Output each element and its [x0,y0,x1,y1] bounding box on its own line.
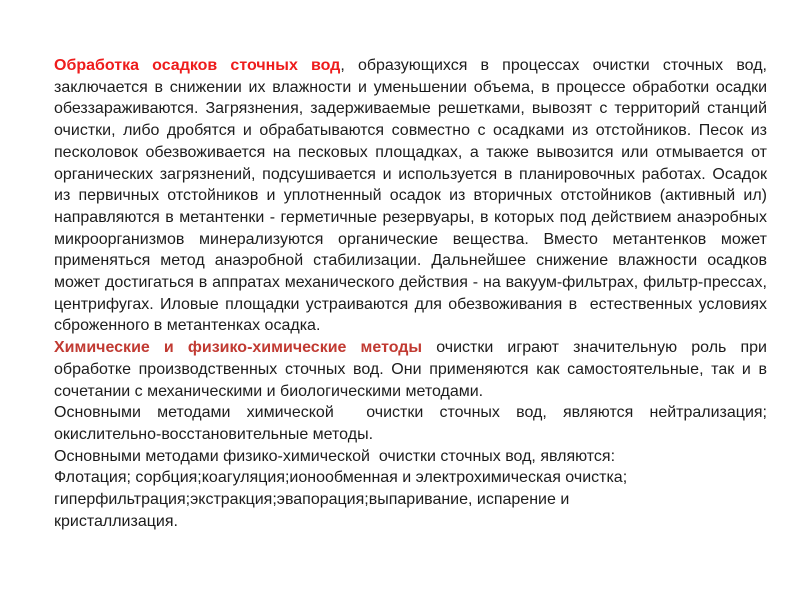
list-line-hyperfiltration: гиперфильтрация;экстракция;эвапорация;выпаривание, испарение и [54,491,570,509]
paragraph-chemical-methods [54,337,767,402]
list-line-crystallization: кристаллизация. [54,512,178,530]
list-line-flotation: Флотация; сорбция;коагуляция;ионообменная и электрохимическая очистка; [54,469,628,487]
paragraph-physicochemical-methods-list [54,446,767,533]
paragraph-text-chemical-methods: очистки играют значительную роль при обработке производственных сточных вод. Они применяются как самостоятельные, так и в сочетании с механическими и биологическими методами. [54,339,767,400]
list-line-intro: Основными методами физико-химической очистки сточных вод, являются: [54,447,616,465]
paragraph-sludge-treatment [54,55,767,337]
text-block [54,55,767,532]
paragraph-lead-chemical-methods: Химические и физико-химические методы [54,339,423,357]
paragraph-lead-sludge-treatment: Обработка осадков сточных вод [54,57,341,74]
paragraph-chemical-purification-main-methods [54,402,767,445]
paragraph-text-sludge-treatment: , образующихся в процессах очистки сточных вод, заключается в снижении их влажности и уменьшении объема, в процессе обработки осадки обеззараживаются. Загрязнения, задерживаемые решетками, вывозят с территорий станций очистки, либо дробятся и обрабатываются совместно с осадками из отстойников. Песок из песколовок обезвоживается на песковых площадках, а также вывозится или отмывается от органических загрязнений, подсушивается и используется в планировочных работах. Осадок из первичных отстойников и уплотненный осадок из вторичных отстойников (активный ил) направляются в метантенки - герметичные резервуары, в которых под действием анаэробных микроорганизмов минерализуются органические вещества. Вместо метантенков может применяться метод анаэробной стабилизации. Дальнейшее снижение влажности осадков может достигаться в аппратах механического действия - на вакуум-фильтрах, фильтр-прессах, центрифугах. Иловые площадки устраиваются для обезвоживания в естественных условиях сброженного в метантенках осадка. [54,57,767,335]
paragraph-text-chemical-purification: Основными методами химической очистки сточных вод, являются нейтрализация; окислительно-восстановительные методы. [54,404,767,443]
